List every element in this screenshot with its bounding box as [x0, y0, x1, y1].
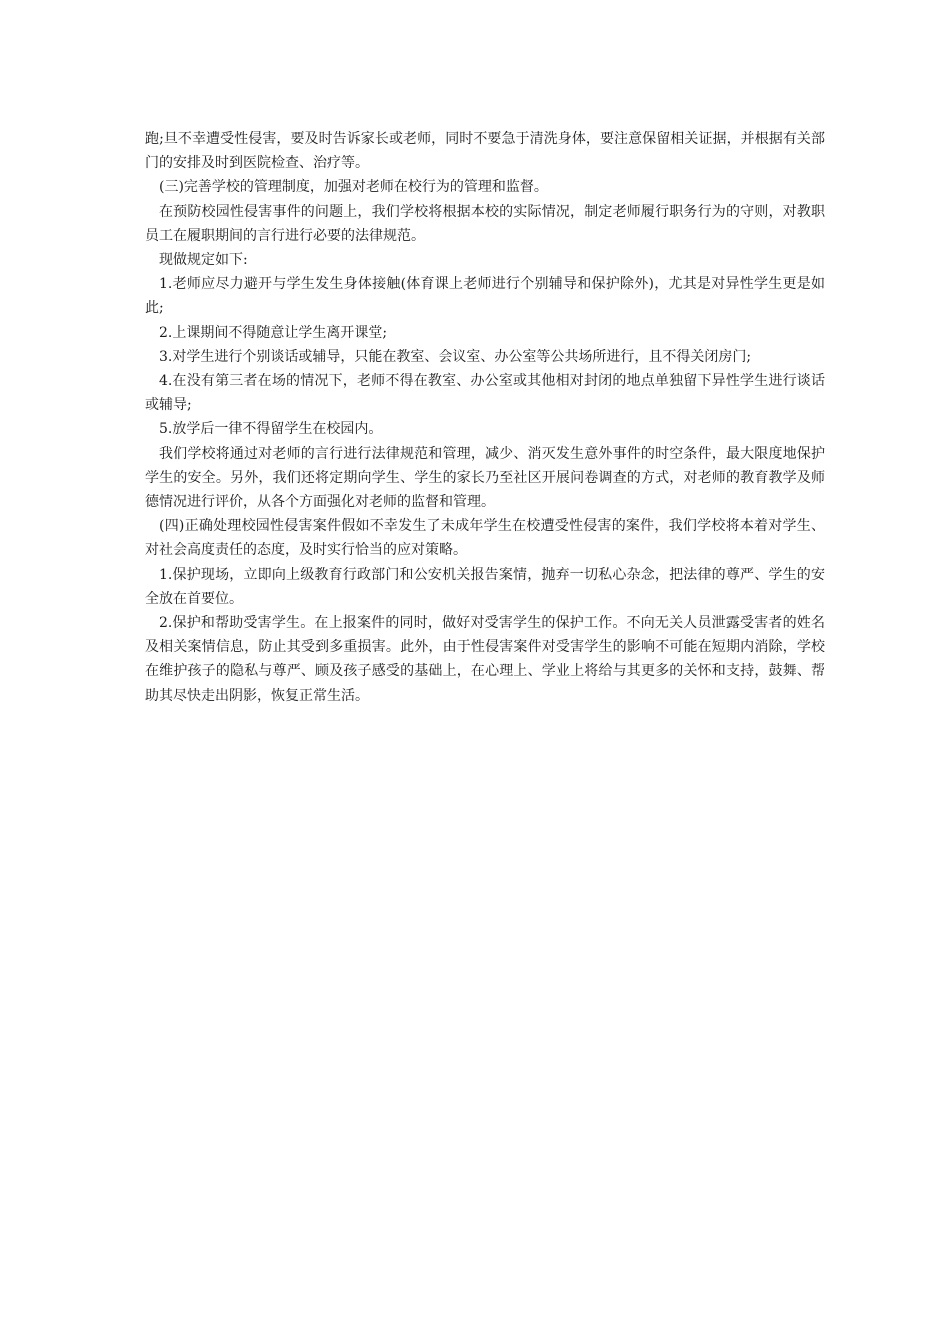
paragraph-12: 1.保护现场，立即向上级教育行政部门和公安机关报告案情，抛弃一切私心杂念，把法律的尊严、学生的安全放在首要位。: [145, 566, 825, 607]
paragraph-10: 我们学校将通过对老师的言行进行法律规范和管理，减少、消灭发生意外事件的时空条件，最大限度地保护学生的安全。另外，我们还将定期向学生、学生的家长乃至社区开展问卷调查的方式，对老师的教育教学及师德情况进行评价，从各个方面强化对老师的监督和管理。: [145, 445, 825, 511]
paragraph-8: 4.在没有第三者在场的情况下，老师不得在教室、办公室或其他相对封闭的地点单独留下异性学生进行谈话或辅导;: [145, 373, 825, 414]
paragraph-11: (四)正确处理校园性侵害案件假如不幸发生了未成年学生在校遭受性侵害的案件，我们学校将本着对学生、对社会高度责任的态度，及时实行恰当的应对策略。: [145, 518, 825, 559]
paragraph-5: 1.老师应尽力避开与学生发生身体接触(体育课上老师进行个别辅导和保护除外)，尤其是对异性学生更是如此;: [145, 276, 825, 317]
paragraph-2: (三)完善学校的管理制度，加强对老师在校行为的管理和监督。: [159, 179, 548, 196]
paragraph-1: 跑;旦不幸遭受性侵害，要及时告诉家长或老师，同时不要急于清洗身体，要注意保留相关证据，并根据有关部门的安排及时到医院检查、治疗等。: [145, 131, 825, 172]
paragraph-13: 2.保护和帮助受害学生。在上报案件的同时，做好对受害学生的保护工作。不向无关人员泄露受害者的姓名及相关案情信息，防止其受到多重损害。此外，由于性侵害案件对受害学生的影响不可能在短期内消除，学校在维护孩子的隐私与尊严、顾及孩子感受的基础上，在心理上、学业上将给与其更多的关怀和支持，鼓舞、帮助其尽快走出阴影，恢复正常生活。: [145, 615, 825, 704]
document-body: [145, 127, 825, 708]
paragraph-3: 在预防校园性侵害事件的问题上，我们学校将根据本校的实际情况，制定老师履行职务行为的守则，对教职员工在履职期间的言行进行必要的法律规范。: [145, 203, 825, 244]
paragraph-6: 2.上课期间不得随意让学生离开课堂;: [159, 324, 388, 341]
paragraph-4: 现做规定如下:: [159, 252, 248, 269]
paragraph-7: 3.对学生进行个别谈话或辅导，只能在教室、会议室、办公室等公共场所进行，且不得关闭房门;: [159, 348, 752, 365]
paragraph-9: 5.放学后一律不得留学生在校园内。: [159, 421, 383, 438]
